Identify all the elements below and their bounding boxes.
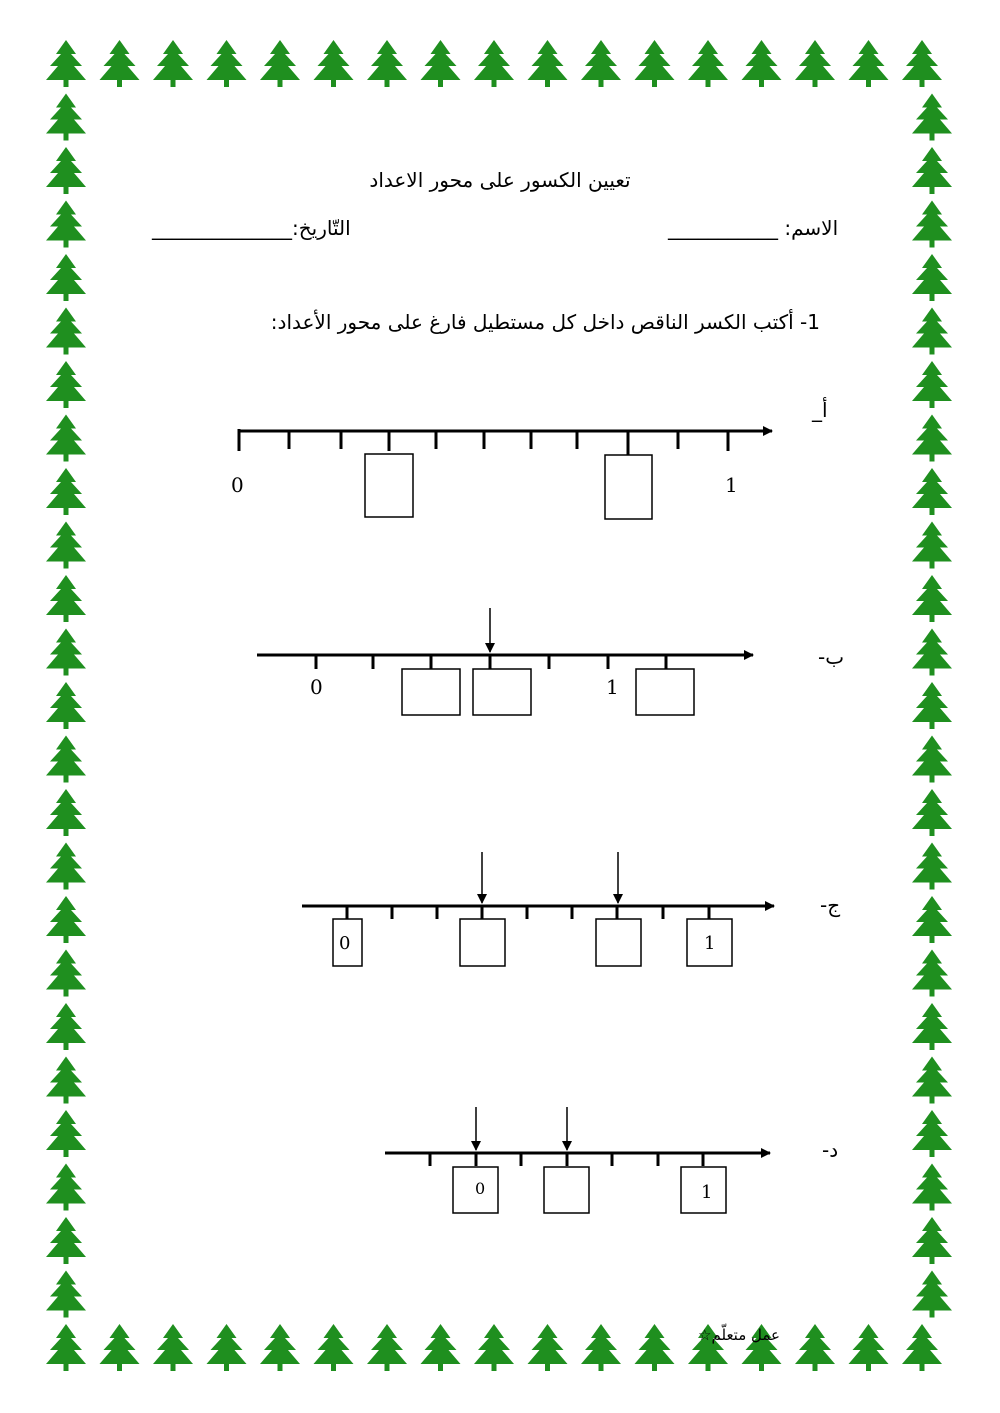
tick-label-a-0: 0 <box>231 473 244 497</box>
answer-box-a2[interactable] <box>605 455 652 519</box>
footer-credit <box>698 1326 780 1344</box>
date-field[interactable]: التّاريخ:______________ <box>152 216 351 240</box>
section-d-label: د- <box>822 1138 839 1162</box>
tick-label-d-0: 0 <box>475 1179 486 1198</box>
answer-box-b2[interactable] <box>473 669 531 715</box>
number-line-d <box>385 1107 770 1166</box>
number-line-c <box>302 852 774 919</box>
question-1: 1- أكتب الكسر الناقص داخل كل مستطيل فارغ على محور الأعداد: <box>270 310 820 334</box>
number-line-b <box>257 608 753 669</box>
name-field[interactable]: الاسم: ___________ <box>668 216 839 240</box>
tick-label-b-0: 0 <box>310 675 323 699</box>
tick-label-d-1: 1 <box>701 1182 713 1203</box>
answer-box-c2[interactable] <box>596 919 641 966</box>
tick-label-c-0: 0 <box>339 933 351 954</box>
section-c-label: ج- <box>820 893 841 917</box>
tick-label-c-1: 1 <box>704 933 716 954</box>
answer-box-c1[interactable] <box>460 919 505 966</box>
section-b-label: ب- <box>818 645 845 669</box>
number-line-a <box>238 429 772 455</box>
tick-label-a-1: 1 <box>725 473 738 497</box>
answer-box-b1[interactable] <box>402 669 460 715</box>
star-icon: ☆ <box>698 1326 712 1344</box>
page-title: تعيين الكسور على محور الاعداد <box>369 168 631 192</box>
answer-box-b3[interactable] <box>636 669 694 715</box>
footer-text: عمل متعلّم <box>711 1326 780 1344</box>
section-a-label: أ_ <box>812 398 828 422</box>
answer-box-d1[interactable] <box>544 1167 589 1213</box>
tick-label-b-1: 1 <box>606 675 619 699</box>
answer-box-a1[interactable] <box>365 454 413 517</box>
